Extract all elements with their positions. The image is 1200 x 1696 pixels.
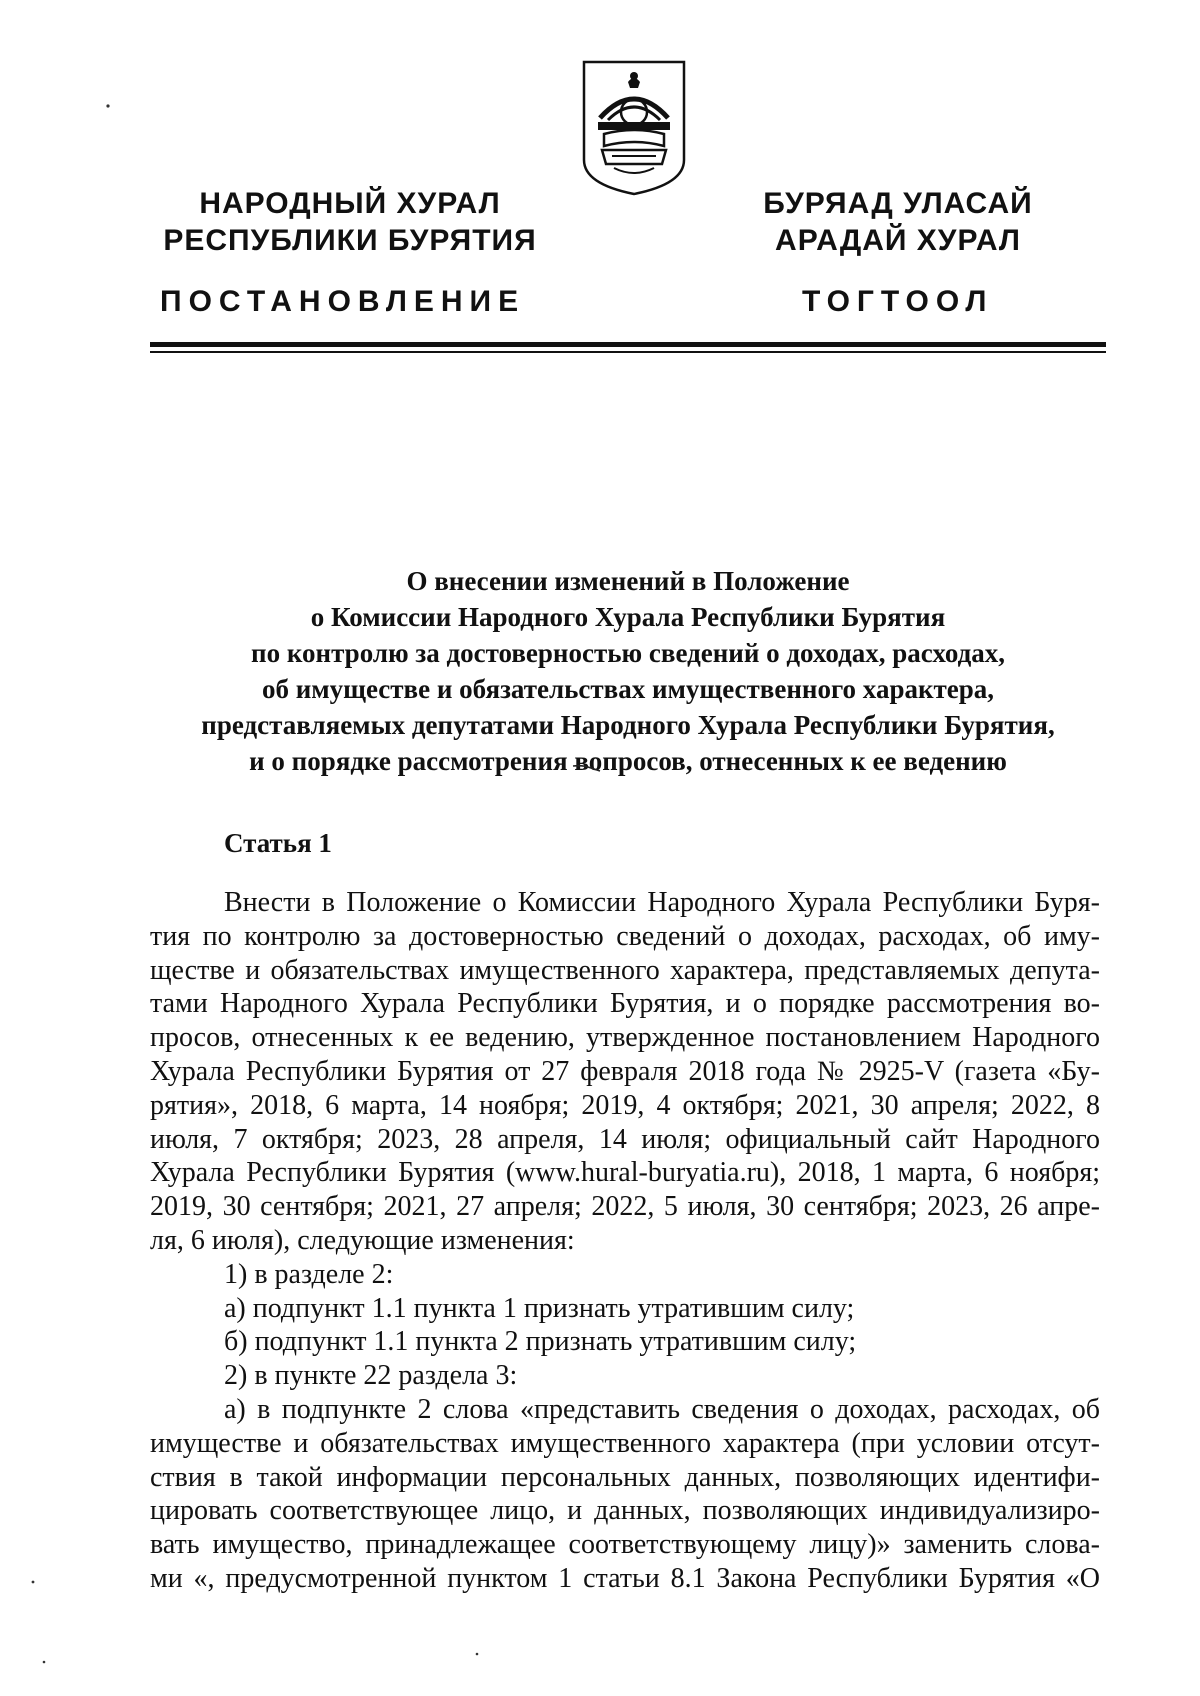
title-line: О внесении изменений в Положение <box>406 566 850 596</box>
body-line: рятия», 2018, 6 марта, 14 ноября; 2019, 4 октября; 2021, 30 апреля; 2022, 8 <box>150 1089 1100 1121</box>
title-line: о Комиссии Народного Хурала Республики Бурятия <box>310 602 946 632</box>
header-divider <box>150 342 1106 347</box>
body-line: июля, 7 октября; 2023, 28 апреля, 14 июля; официальный сайт Народного <box>150 1123 1100 1155</box>
doc-type-buryat: ТОГТООЛ <box>802 285 994 318</box>
body-line: а) в подпункте 2 слова «представить сведения о доходах, расходах, об <box>224 1393 1100 1425</box>
body-line: б) подпункт 1.1 пункта 2 признать утратившим силу; <box>224 1326 857 1358</box>
doc-type-russian: ПОСТАНОВЛЕНИЕ <box>160 285 526 318</box>
body-line: ми «, предусмотренной пунктом 1 статьи 8.1 Закона Республики Бурятия «О <box>150 1562 1100 1594</box>
body-line: а) подпункт 1.1 пункта 1 признать утратившим силу; <box>224 1292 855 1324</box>
article-heading: Статья 1 <box>224 828 332 858</box>
body-line: тия по контролю за достоверностью сведений о доходах, расходах, об иму- <box>150 920 1100 952</box>
body-line: Хурала Республики Бурятия от 27 февраля 2018 года № 2925-V (газета «Бу- <box>150 1055 1100 1087</box>
issuer-name-buryat <box>738 185 1058 259</box>
coat-of-arms-icon <box>578 60 690 196</box>
issuer-line: БУРЯАД УЛАСАЙ <box>763 187 1033 220</box>
body-line: 1) в разделе 2: <box>224 1258 394 1290</box>
body-line: цировать соответствующее лицо, и данных, позволяющих индивидуализиро- <box>150 1495 1100 1527</box>
title-line: представляемых депутатами Народного Хурала Республики Бурятия, <box>201 710 1055 740</box>
body-line: 2) в пункте 22 раздела 3: <box>224 1360 518 1392</box>
title-line: и о порядке рассмотрения вопросов, отнесенных к ее ведению <box>249 746 1007 776</box>
pen-mark <box>572 763 602 773</box>
article-body <box>150 886 1100 1596</box>
issuer-line: НАРОДНЫЙ ХУРАЛ <box>199 187 501 220</box>
body-line: имуществе и обязательствах имущественного характера (при условии отсут- <box>150 1427 1100 1459</box>
issuer-name-russian <box>150 185 550 259</box>
issuer-line: АРАДАЙ ХУРАЛ <box>775 224 1021 257</box>
title-line: по контролю за достоверностью сведений о доходах, расходах, <box>251 638 1005 668</box>
title-line: об имуществе и обязательствах имущественного характера, <box>261 674 995 704</box>
body-line: 2019, 30 сентября; 2021, 27 апреля; 2022, 5 июля, 30 сентября; 2023, 26 апре- <box>150 1191 1100 1223</box>
body-line: просов, отнесенных к ее ведению, утвержденное постановлением Народного <box>150 1022 1100 1054</box>
body-line: ществе и обязательствах имущественного характера, представляемых депута- <box>150 954 1100 986</box>
body-line: тами Народного Хурала Республики Бурятия, и о порядке рассмотрения во- <box>150 988 1100 1020</box>
body-line: вать имущество, принадлежащее соответствующему лицу)» заменить слова- <box>150 1529 1100 1561</box>
body-line: Хурала Республики Бурятия (www.hural-buryatia.ru), 2018, 1 марта, 6 ноября; <box>150 1157 1100 1189</box>
body-line: ствия в такой информации персональных данных, позволяющих идентифи- <box>150 1461 1100 1493</box>
document-title <box>150 563 1106 779</box>
header-divider-thin <box>150 351 1106 353</box>
body-line: Внести в Положение о Комиссии Народного Хурала Республики Буря- <box>224 887 1100 918</box>
issuer-line: РЕСПУБЛИКИ БУРЯТИЯ <box>163 224 537 257</box>
body-line: ля, 6 июля), следующие изменения: <box>150 1224 575 1256</box>
